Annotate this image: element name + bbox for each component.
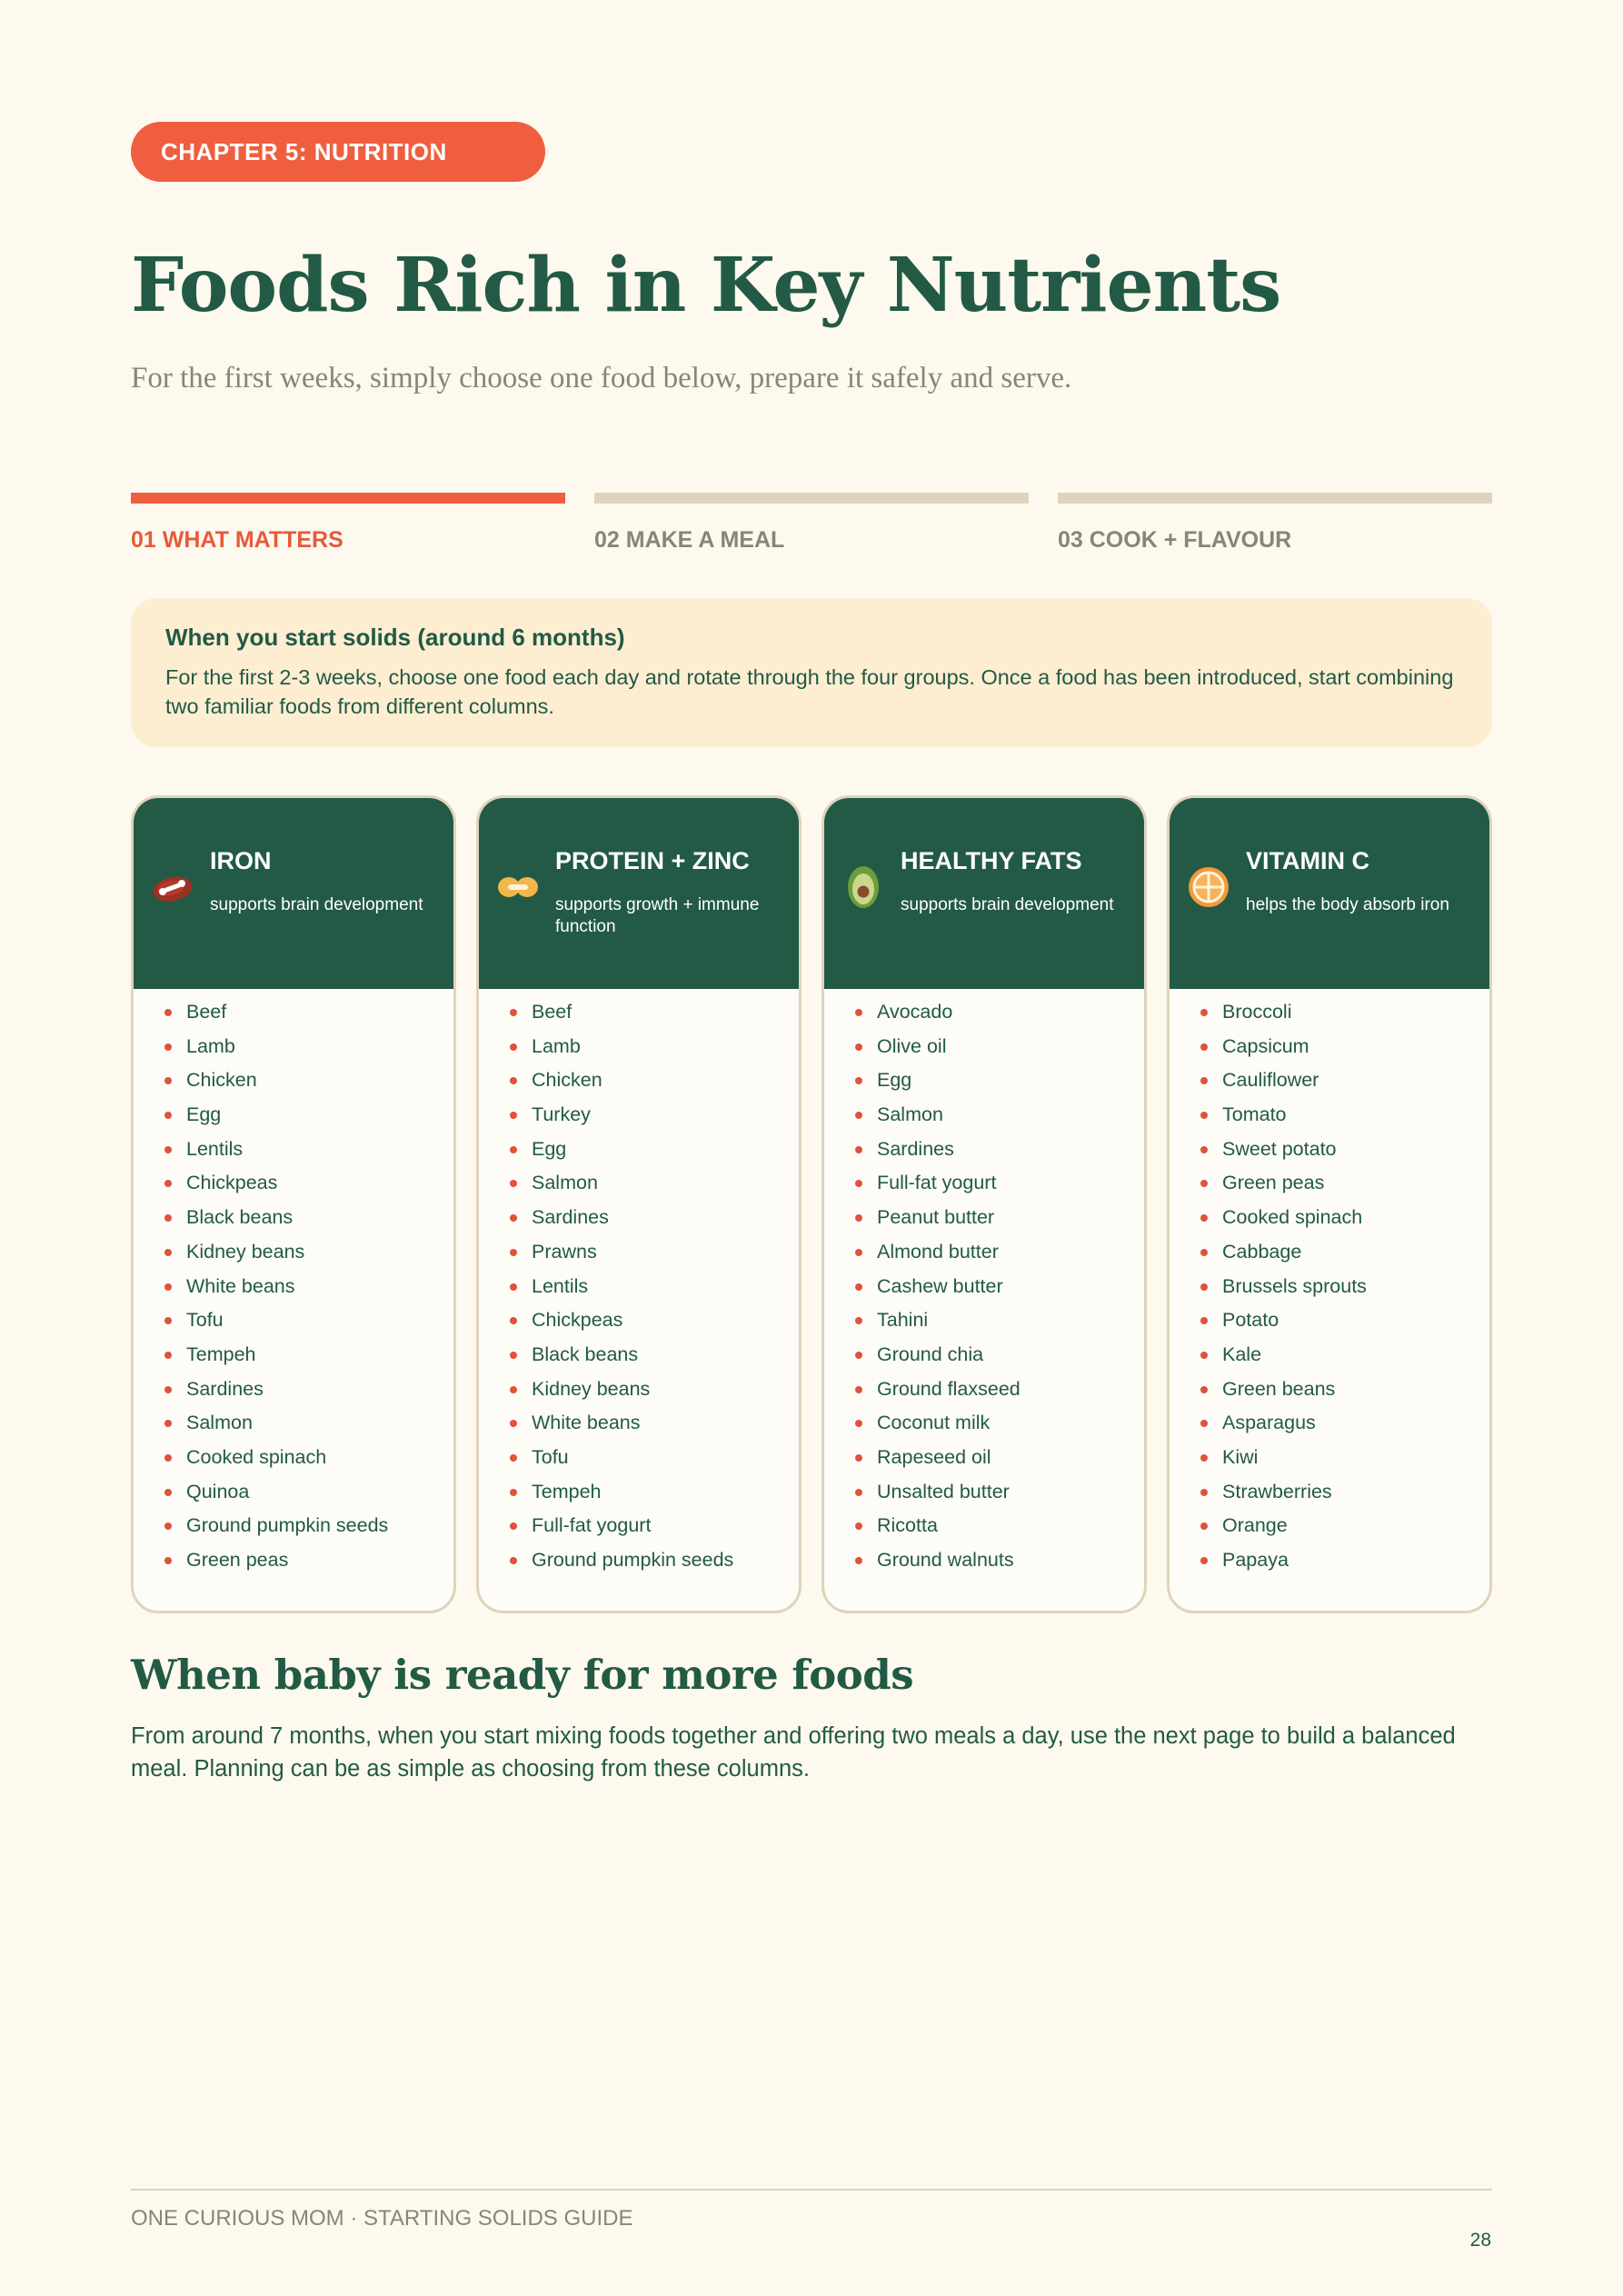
food-item: Egg bbox=[479, 1136, 733, 1171]
footer-text: ONE CURIOUS MOM · STARTING SOLIDS GUIDE bbox=[131, 2206, 633, 2231]
page-title: Foods Rich in Key Nutrients bbox=[131, 242, 1281, 329]
step-what-matters bbox=[131, 493, 565, 554]
food-item: White beans bbox=[479, 1410, 733, 1444]
food-item: Full-fat yogurt bbox=[479, 1512, 733, 1547]
food-item: Broccoli bbox=[1170, 999, 1367, 1033]
card-title: IRON bbox=[210, 847, 272, 874]
food-item: Kiwi bbox=[1170, 1444, 1367, 1479]
food-item: Ground pumpkin seeds bbox=[479, 1547, 733, 1582]
food-item: Orange bbox=[1170, 1512, 1367, 1547]
food-item: Lentils bbox=[134, 1136, 388, 1171]
page-subtitle: For the first weeks, simply choose one food below, prepare it safely and serve. bbox=[131, 362, 1072, 394]
food-item: Salmon bbox=[479, 1170, 733, 1204]
food-item: Cooked spinach bbox=[134, 1444, 388, 1479]
food-item: Cauliflower bbox=[1170, 1067, 1367, 1102]
food-item: Strawberries bbox=[1170, 1479, 1367, 1513]
meat-icon bbox=[150, 864, 195, 910]
step-progress-bar bbox=[1058, 493, 1492, 504]
food-item: Tempeh bbox=[134, 1342, 388, 1376]
food-item: Rapeseed oil bbox=[824, 1444, 1021, 1479]
nutrient-card-protein-zinc bbox=[476, 795, 802, 1613]
food-item: Sweet potato bbox=[1170, 1136, 1367, 1171]
food-item: Chicken bbox=[479, 1067, 733, 1102]
food-item: Asparagus bbox=[1170, 1410, 1367, 1444]
card-title: VITAMIN C bbox=[1246, 847, 1369, 874]
food-item: Beef bbox=[479, 999, 733, 1033]
food-item: Salmon bbox=[824, 1102, 1021, 1136]
card-title: HEALTHY FATS bbox=[901, 847, 1082, 874]
food-item: Prawns bbox=[479, 1239, 733, 1273]
food-item: Kale bbox=[1170, 1342, 1367, 1376]
card-header bbox=[824, 798, 1144, 989]
step-label: 02 MAKE A MEAL bbox=[594, 527, 785, 553]
food-item: Chickpeas bbox=[134, 1170, 388, 1204]
section-body: From around 7 months, when you start mixing foods together and offering two meals a day, use the next page to build a balanced meal. Planning can be as simple as choosing from these columns. bbox=[131, 1723, 1456, 1782]
food-item: Unsalted butter bbox=[824, 1479, 1021, 1513]
food-item: Lamb bbox=[479, 1033, 733, 1068]
food-item: Chickpeas bbox=[479, 1307, 733, 1342]
food-item: Cabbage bbox=[1170, 1239, 1367, 1273]
food-item: Green peas bbox=[134, 1547, 388, 1582]
food-item: Tahini bbox=[824, 1307, 1021, 1342]
callout-body: For the first 2-3 weeks, choose one food each day and rotate through the four groups. Once a food has been introduced, start combining two familiar foods from different columns. bbox=[165, 665, 1454, 718]
step-make-a-meal bbox=[594, 493, 1029, 554]
food-item: Sardines bbox=[824, 1136, 1021, 1171]
food-item: Kidney beans bbox=[479, 1376, 733, 1411]
food-item: Capsicum bbox=[1170, 1033, 1367, 1068]
section-title: When baby is ready for more foods bbox=[131, 1651, 914, 1699]
food-item: Almond butter bbox=[824, 1239, 1021, 1273]
food-list bbox=[824, 999, 1021, 1582]
food-item: Peanut butter bbox=[824, 1204, 1021, 1239]
food-list bbox=[1170, 999, 1367, 1582]
food-item: White beans bbox=[134, 1273, 388, 1308]
avocado-icon bbox=[841, 864, 886, 910]
food-item: Potato bbox=[1170, 1307, 1367, 1342]
food-item: Tomato bbox=[1170, 1102, 1367, 1136]
food-item: Quinoa bbox=[134, 1479, 388, 1513]
food-item: Ground flaxseed bbox=[824, 1376, 1021, 1411]
food-item: Turkey bbox=[479, 1102, 733, 1136]
page-number: 28 bbox=[1469, 2230, 1491, 2251]
food-item: Sardines bbox=[134, 1376, 388, 1411]
food-item: Ricotta bbox=[824, 1512, 1021, 1547]
card-description: supports brain development bbox=[901, 895, 1114, 914]
food-item: Brussels sprouts bbox=[1170, 1273, 1367, 1308]
card-header bbox=[134, 798, 453, 989]
food-item: Black beans bbox=[134, 1204, 388, 1239]
food-item: Olive oil bbox=[824, 1033, 1021, 1068]
food-item: Papaya bbox=[1170, 1547, 1367, 1582]
food-item: Chicken bbox=[134, 1067, 388, 1102]
food-item: Ground chia bbox=[824, 1342, 1021, 1376]
food-item: Avocado bbox=[824, 999, 1021, 1033]
nutrient-card-healthy-fats bbox=[821, 795, 1147, 1613]
footer-divider bbox=[131, 2189, 1492, 2191]
chapter-badge: CHAPTER 5: NUTRITION bbox=[131, 122, 545, 182]
food-item: Salmon bbox=[134, 1410, 388, 1444]
food-item: Lamb bbox=[134, 1033, 388, 1068]
food-item: Tofu bbox=[479, 1444, 733, 1479]
food-item: Green peas bbox=[1170, 1170, 1367, 1204]
food-item: Beef bbox=[134, 999, 388, 1033]
food-item: Egg bbox=[824, 1067, 1021, 1102]
food-item: Cooked spinach bbox=[1170, 1204, 1367, 1239]
card-header bbox=[479, 798, 799, 989]
food-item: Black beans bbox=[479, 1342, 733, 1376]
food-item: Green beans bbox=[1170, 1376, 1367, 1411]
callout-box bbox=[131, 598, 1492, 747]
step-label: 01 WHAT MATTERS bbox=[131, 527, 344, 553]
food-item: Sardines bbox=[479, 1204, 733, 1239]
card-description: helps the body absorb iron bbox=[1246, 895, 1449, 914]
food-list bbox=[479, 999, 733, 1582]
orange-slice-icon bbox=[1186, 864, 1231, 910]
step-progress-bar bbox=[131, 493, 565, 504]
food-list bbox=[134, 999, 388, 1582]
food-item: Tofu bbox=[134, 1307, 388, 1342]
food-item: Full-fat yogurt bbox=[824, 1170, 1021, 1204]
step-label: 03 COOK + FLAVOUR bbox=[1058, 527, 1292, 553]
food-item: Lentils bbox=[479, 1273, 733, 1308]
food-item: Kidney beans bbox=[134, 1239, 388, 1273]
food-item: Egg bbox=[134, 1102, 388, 1136]
card-title: PROTEIN + ZINC bbox=[555, 847, 750, 874]
card-description: supports brain development bbox=[210, 895, 423, 914]
step-cook-flavour bbox=[1058, 493, 1492, 554]
bean-icon bbox=[495, 864, 541, 910]
food-item: Coconut milk bbox=[824, 1410, 1021, 1444]
nutrient-card-iron bbox=[131, 795, 456, 1613]
card-header bbox=[1170, 798, 1489, 989]
step-progress-bar bbox=[594, 493, 1029, 504]
food-item: Tempeh bbox=[479, 1479, 733, 1513]
callout-title: When you start solids (around 6 months) bbox=[165, 624, 625, 651]
food-item: Ground walnuts bbox=[824, 1547, 1021, 1582]
food-item: Ground pumpkin seeds bbox=[134, 1512, 388, 1547]
food-item: Cashew butter bbox=[824, 1273, 1021, 1308]
nutrient-card-vitamin-c bbox=[1167, 795, 1492, 1613]
card-description: supports growth + immune function bbox=[555, 895, 760, 936]
